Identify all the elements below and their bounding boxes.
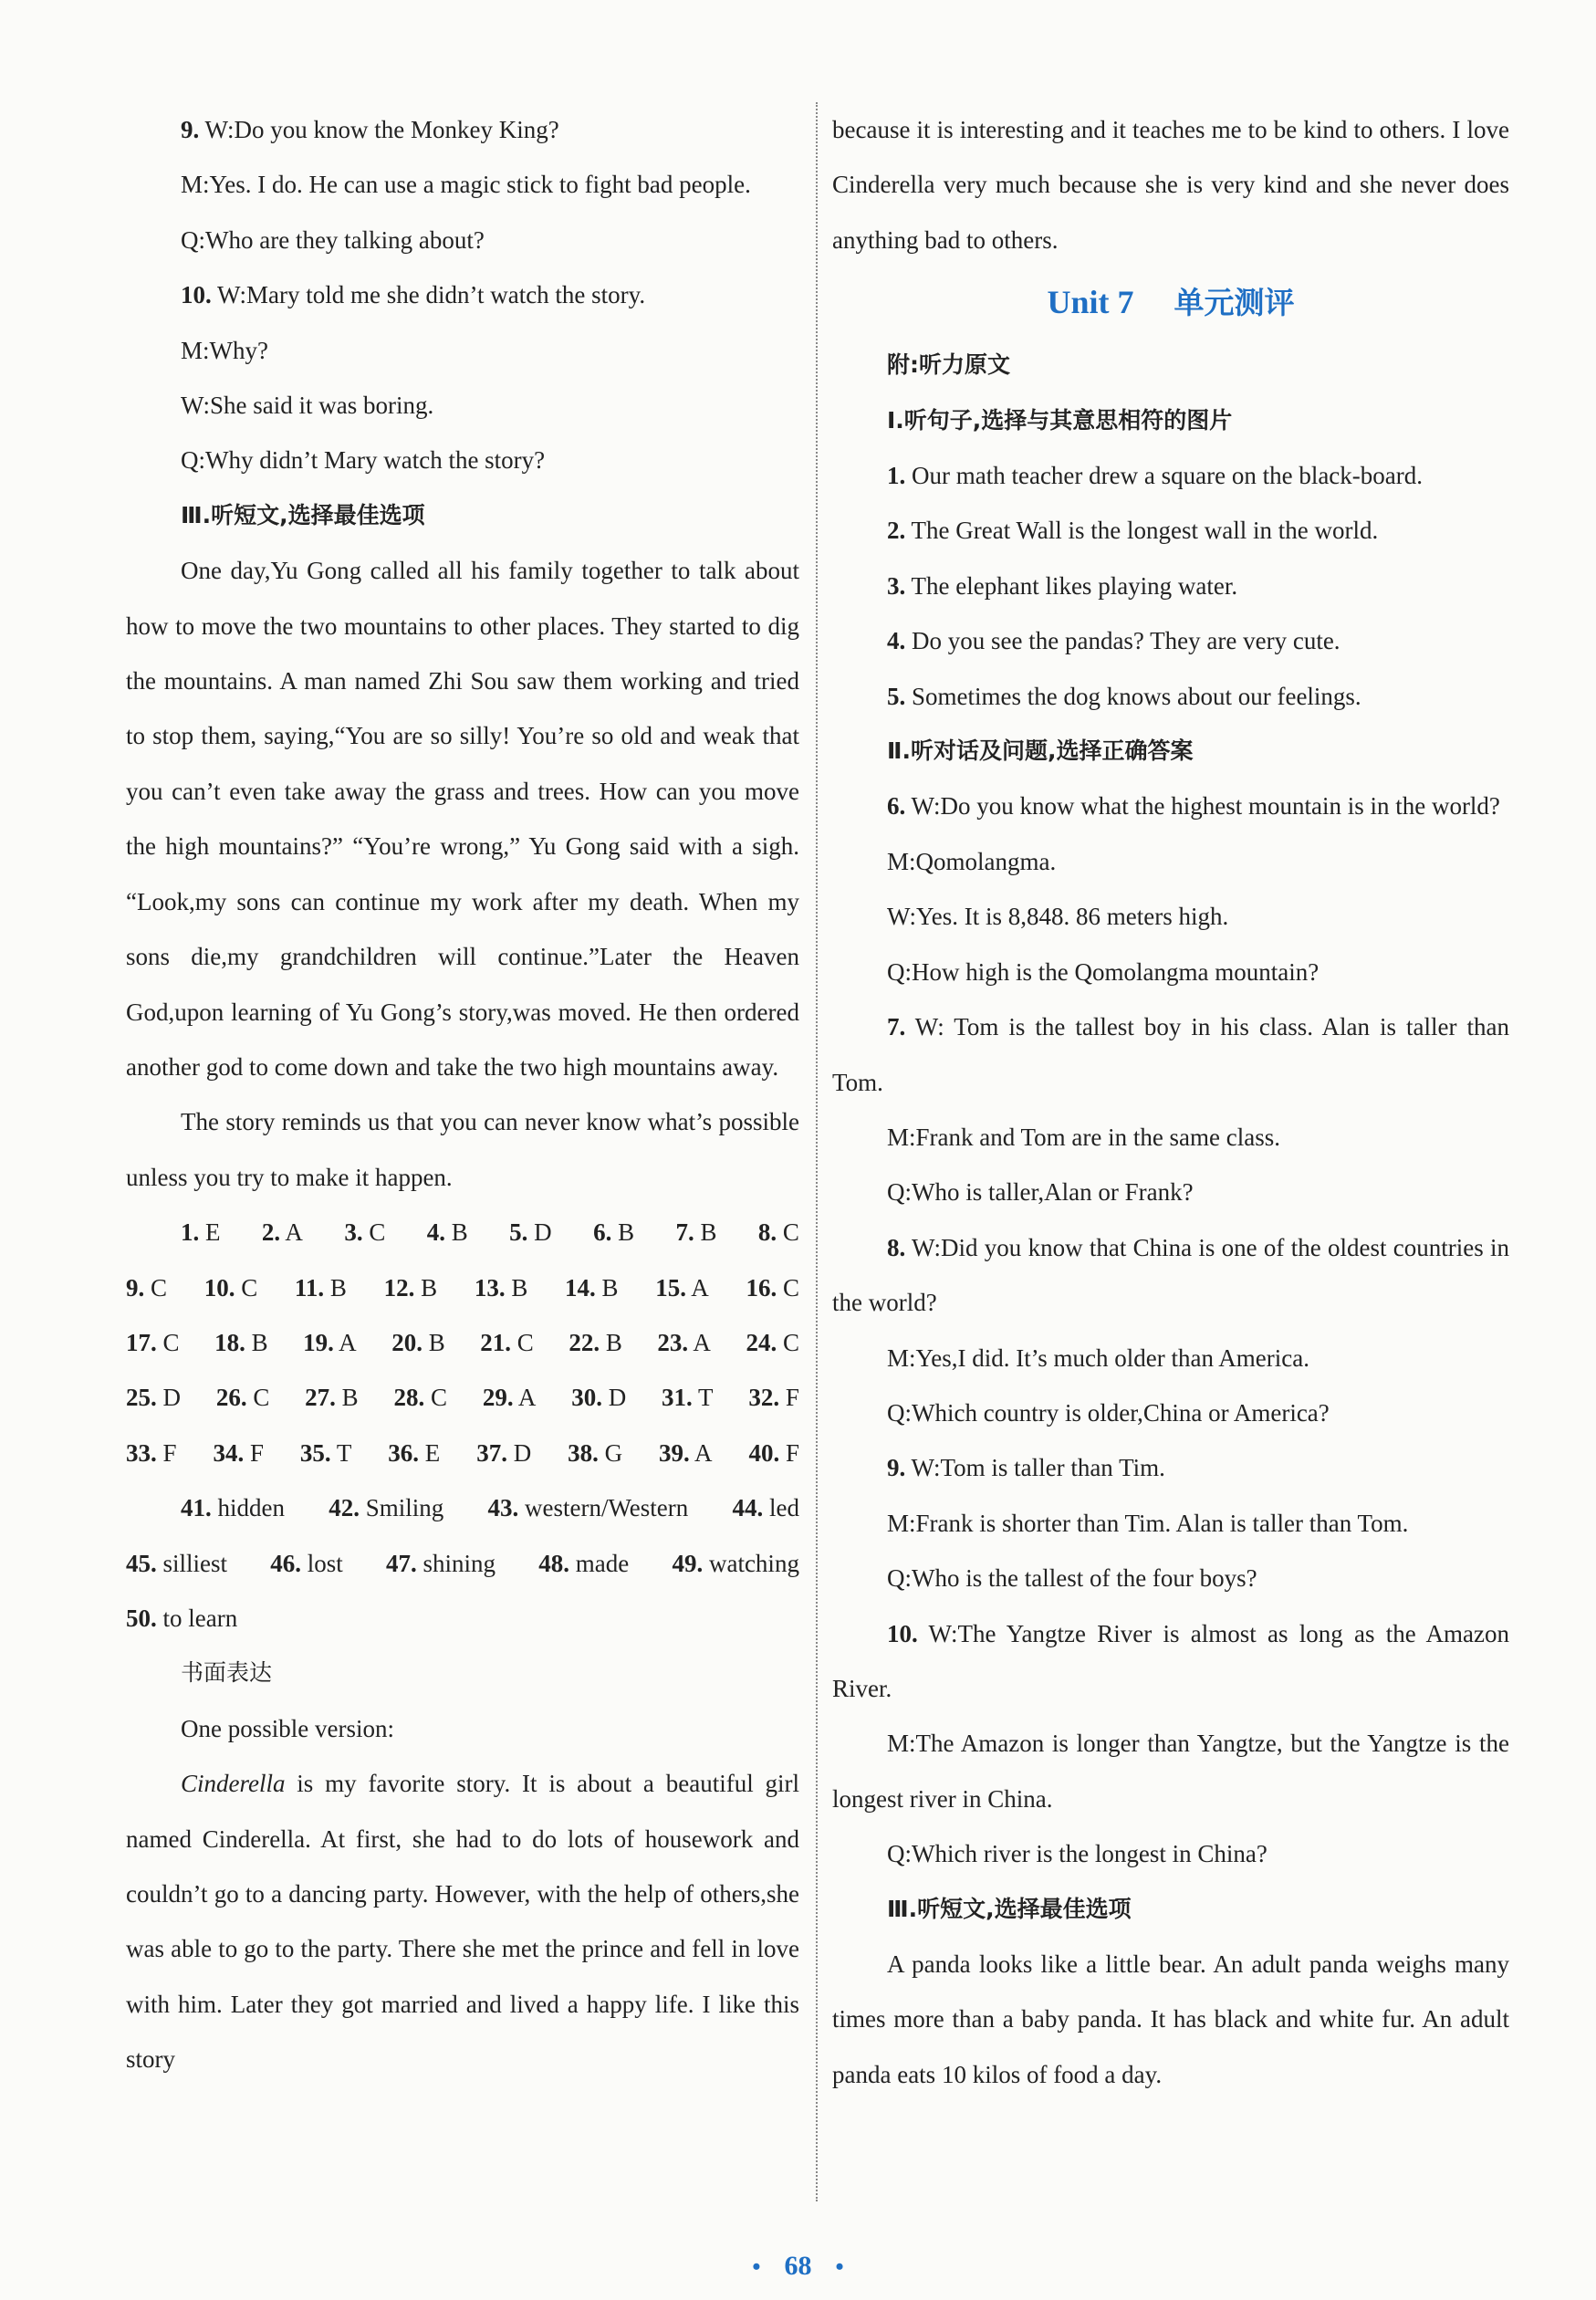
answer-item: 11. B — [294, 1273, 347, 1302]
answer-item: 3. C — [344, 1218, 386, 1247]
story-paragraph-1: One day,Yu Gong called all his family together to talk about how to move the two mountains to other places. They started to dig the mountains. A man named Zhi Sou saw them working and tried to stop them, saying,“You are so silly! You’re so old and weak that you can’t even take away the grass and trees. How can you move the high mountains?” “You’re wrong,” Yu Gong said with a sigh. “Look,my sons can continue my work after my death. When my sons die,my grandchildren will continue.”Later the Heaven God,upon learning of Yu Gong’s story,was moved. He then ordered another god to come down and take the two high mountains away. — [126, 557, 799, 1081]
answer-item: 24. C — [746, 1328, 799, 1356]
dialog-8-m: M:Yes,I did. It’s much older than America. — [887, 1343, 1309, 1372]
answer-item: 18. B — [214, 1328, 268, 1356]
sentence-4: 4. Do you see the pandas? They are very cute. — [887, 627, 1340, 655]
answer-item: 10. C — [203, 1273, 258, 1302]
answer-row — [126, 1260, 799, 1315]
fill-answer-item: 43. western/Western — [487, 1494, 689, 1522]
answer-item: 34. F — [213, 1438, 264, 1467]
dialog-10r-m: M:The Amazon is longer than Yangtze, but the Yangtze is the longest river in China. — [832, 1730, 1509, 1813]
fill-answer-item: 46. lost — [270, 1549, 343, 1577]
fill-answer-item: 44. led — [732, 1494, 799, 1522]
unit-title: Unit 7 单元测评 — [1047, 284, 1295, 321]
answer-row — [126, 1370, 799, 1425]
answer-item: 23. A — [657, 1328, 711, 1356]
answer-item: 25. D — [126, 1384, 181, 1412]
writing-intro: One possible version: — [181, 1714, 394, 1742]
sentence-1: 1. Our math teacher drew a square on the black-board. — [887, 462, 1423, 490]
answer-item: 13. B — [474, 1273, 528, 1302]
dialog-9-w: 9. W:Do you know the Monkey King? — [181, 116, 559, 143]
fill-answer-item: 48. made — [538, 1549, 630, 1577]
dialog-6-q: Q:How high is the Qomolangma mountain? — [887, 957, 1320, 986]
section-3-heading-right: Ⅲ.听短文,选择最佳选项 — [887, 1895, 1132, 1922]
dialog-10r-q: Q:Which river is the longest in China? — [887, 1840, 1267, 1868]
sentence-3: 3. The elephant likes playing water. — [887, 571, 1238, 600]
answer-item: 32. F — [748, 1384, 799, 1412]
fill-answer-item: 45. silliest — [126, 1549, 228, 1577]
answer-item: 9. C — [126, 1273, 168, 1302]
dialog-6-w2: W:Yes. It is 8,848. 86 meters high. — [887, 903, 1229, 931]
answer-item: 40. F — [748, 1438, 799, 1467]
answer-row — [126, 1205, 799, 1260]
answer-row — [126, 1315, 799, 1370]
answer-item: 1. E — [181, 1218, 221, 1247]
answer-item: 21. C — [480, 1328, 534, 1356]
dialog-10-w2: W:She said it was boring. — [181, 392, 434, 420]
fill-answer-row — [126, 1536, 799, 1591]
answer-item: 5. D — [509, 1218, 552, 1247]
writing-continuation: because it is interesting and it teaches me to be kind to others. I love Cinderella very much because she is very kind and she never does anything bad to others. — [832, 116, 1509, 254]
dialog-10-m: M:Why? — [181, 336, 268, 364]
dialog-10-q: Q:Why didn’t Mary watch the story? — [181, 446, 546, 475]
answer-key — [126, 1205, 799, 1480]
answer-item: 26. C — [215, 1384, 270, 1412]
fill-answer-row — [126, 1480, 799, 1535]
page-number: • 68 • — [752, 2251, 844, 2281]
answer-item: 31. T — [662, 1384, 714, 1412]
dialog-7-w: 7. W: Tom is the tallest boy in his class. Alan is taller than Tom. — [832, 1013, 1509, 1096]
answer-item: 7. B — [675, 1218, 717, 1247]
left-column — [126, 102, 799, 2087]
story-paragraph-2: The story reminds us that you can never know what’s possible unless you try to make it happen. — [126, 1108, 799, 1191]
answer-item: 39. A — [659, 1438, 713, 1467]
dialog-6-m: M:Qomolangma. — [887, 847, 1057, 875]
answer-item: 30. D — [571, 1384, 627, 1412]
section-3-heading-left: Ⅲ.听短文,选择最佳选项 — [181, 501, 425, 528]
answer-item: 22. B — [569, 1328, 622, 1356]
fill-answer-item: 41. hidden — [181, 1494, 285, 1522]
sentence-5: 5. Sometimes the dog knows about our feelings. — [887, 682, 1361, 710]
writing-body: Cinderella is my favorite story. It is about a beautiful girl named Cinderella. At first, she had to do lots of housework and couldn’t go to a dancing party. However, with the help of others,she was able to go to the party. There she met the prince and fell in love with him. Later they got married and lived a happy life. I like this story — [126, 1770, 799, 2074]
page-dot-left: • — [752, 2253, 761, 2280]
dialog-8-w: 8. W:Did you know that China is one of the oldest countries in the world? — [832, 1233, 1509, 1317]
dialog-10r-w: 10. W:The Yangtze River is almost as long as the Amazon River. — [832, 1619, 1509, 1702]
section-1-heading: Ⅰ.听句子,选择与其意思相符的图片 — [887, 406, 1233, 434]
fill-answer-item: 50. to learn — [126, 1604, 238, 1632]
dialog-9-m: M:Yes. I do. He can use a magic stick to fight bad people. — [181, 171, 751, 199]
answer-item: 33. F — [126, 1438, 177, 1467]
dialog-7-m: M:Frank and Tom are in the same class. — [887, 1123, 1281, 1151]
answer-item: 35. T — [299, 1438, 352, 1467]
page-dot-right: • — [835, 2253, 844, 2280]
answer-item: 28. C — [393, 1384, 448, 1412]
dialog-9r-w: 9. W:Tom is taller than Tim. — [887, 1454, 1165, 1482]
panda-paragraph: A panda looks like a little bear. An adult panda weighs many times more than a baby panda. It has black and white fur. An adult panda eats 10 kilos of food a day. — [832, 1950, 1509, 2088]
fill-answer-item: 47. shining — [386, 1549, 496, 1577]
answer-item: 37. D — [476, 1438, 532, 1467]
appendix-heading: 附:听力原文 — [887, 351, 1010, 379]
dialog-7-q: Q:Who is taller,Alan or Frank? — [887, 1178, 1194, 1207]
dialog-9-q: Q:Who are they talking about? — [181, 225, 485, 254]
answer-item: 19. A — [303, 1328, 357, 1356]
answer-row — [126, 1426, 799, 1480]
right-column — [832, 102, 1509, 2102]
dialog-9r-q: Q:Who is the tallest of the four boys? — [887, 1564, 1257, 1593]
fill-answer-key — [126, 1480, 799, 1646]
answer-item: 20. B — [391, 1328, 445, 1356]
answer-item: 14. B — [565, 1273, 619, 1302]
answer-item: 16. C — [746, 1273, 799, 1302]
answer-item: 29. A — [482, 1384, 537, 1412]
answer-item: 2. A — [261, 1218, 303, 1247]
fill-answer-item: 49. watching — [672, 1549, 799, 1577]
section-2-heading: Ⅱ.听对话及问题,选择正确答案 — [887, 737, 1194, 765]
answer-item: 4. B — [426, 1218, 468, 1247]
dialog-8-q: Q:Which country is older,China or America? — [887, 1398, 1330, 1427]
fill-answer-row — [126, 1591, 799, 1646]
sentence-2: 2. The Great Wall is the longest wall in the world. — [887, 517, 1379, 545]
dialog-10-w: 10. W:Mary told me she didn’t watch the story. — [181, 281, 646, 309]
answer-item: 12. B — [383, 1273, 438, 1302]
answer-item: 36. E — [388, 1438, 441, 1467]
writing-title: Cinderella — [181, 1770, 286, 1798]
fill-answer-item: 42. Smiling — [329, 1494, 444, 1522]
answer-item: 38. G — [568, 1438, 623, 1467]
answer-item: 15. A — [655, 1273, 709, 1302]
dialog-6-w: 6. W:Do you know what the highest mountain is in the world? — [887, 792, 1500, 821]
column-divider — [816, 102, 818, 2201]
dialog-9r-m: M:Frank is shorter than Tim. Alan is taller than Tom. — [887, 1509, 1409, 1537]
answer-item: 6. B — [593, 1218, 635, 1247]
writing-heading: 书面表达 — [181, 1659, 273, 1687]
answer-item: 17. C — [126, 1328, 180, 1356]
answer-item: 8. C — [757, 1218, 799, 1247]
answer-item: 27. B — [305, 1384, 359, 1412]
